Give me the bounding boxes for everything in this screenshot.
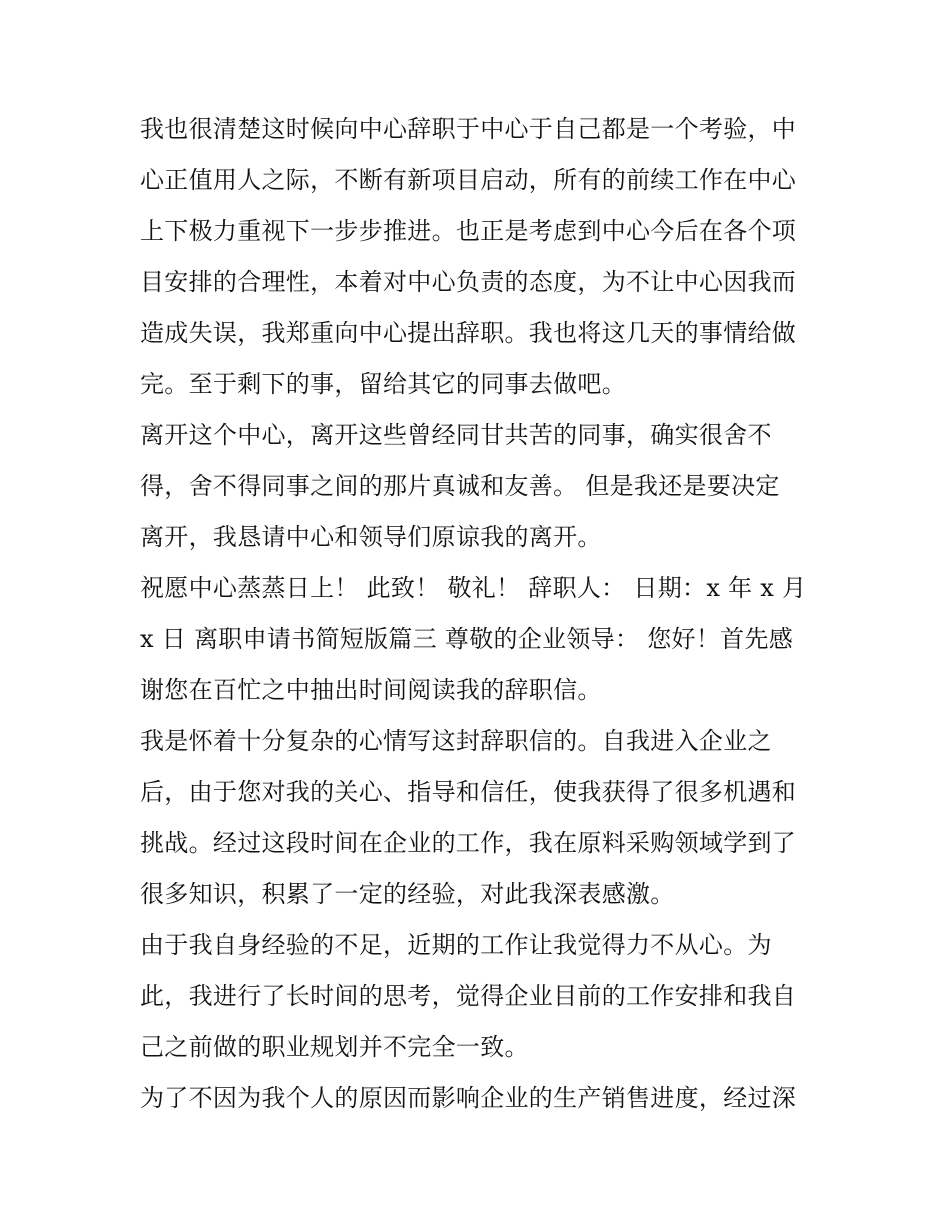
- text-line: 挑战。经过这段时间在企业的工作，我在原料采购领域学到了: [140, 829, 797, 857]
- paragraph-2: [140, 410, 816, 563]
- text-line: 由于我自身经验的不足，近期的工作让我觉得力不从心。为: [140, 931, 772, 959]
- paragraph-3: [140, 563, 816, 716]
- text-line: 祝愿中心蒸蒸日上！ 此致！ 敬礼！ 辞职人： 日期：x 年 x 月: [140, 574, 807, 602]
- paragraph-4: [140, 716, 816, 920]
- document-body: [140, 104, 816, 1124]
- text-line: 造成失误，我郑重向中心提出辞职。我也将这几天的事情给做: [140, 319, 797, 347]
- text-line: x 日 离职申请书简短版篇三 尊敬的企业领导： 您好！首先感: [140, 625, 794, 653]
- text-line: 完。至于剩下的事，留给其它的同事去做吧。: [140, 370, 626, 398]
- text-line: 为了不因为我个人的原因而影响企业的生产销售进度，经过深: [140, 1084, 797, 1112]
- text-line: 目安排的合理性，本着对中心负责的态度，为不让中心因我而: [140, 268, 797, 296]
- text-line: 心正值用人之际，不断有新项目启动，所有的前续工作在中心: [140, 166, 797, 194]
- text-line: 离开，我恳请中心和领导们原谅我的离开。: [140, 523, 602, 551]
- paragraph-5: [140, 920, 816, 1073]
- text-line: 上下极力重视下一步步推进。也正是考虑到中心今后在各个项: [140, 217, 797, 245]
- text-line: 很多知识，积累了一定的经验，对此我深表感激。: [140, 880, 675, 908]
- text-line: 后，由于您对我的关心、指导和信任，使我获得了很多机遇和: [140, 778, 797, 806]
- paragraph-1: [140, 104, 816, 410]
- text-line: 离开这个中心，离开这些曾经同甘共苦的同事，确实很舍不: [140, 421, 772, 449]
- text-line: 谢您在百忙之中抽出时间阅读我的辞职信。: [140, 676, 602, 704]
- text-line: 我是怀着十分复杂的心情写这封辞职信的。自我进入企业之: [140, 727, 772, 755]
- text-line: 己之前做的职业规划并不完全一致。: [140, 1033, 529, 1061]
- text-line: 得，舍不得同事之间的那片真诚和友善。 但是我还是要决定: [140, 472, 780, 500]
- text-line: 我也很清楚这时候向中心辞职于中心于自己都是一个考验，中: [140, 115, 797, 143]
- paragraph-6: [140, 1073, 816, 1124]
- text-line: 此，我进行了长时间的思考，觉得企业目前的工作安排和我自: [140, 982, 797, 1010]
